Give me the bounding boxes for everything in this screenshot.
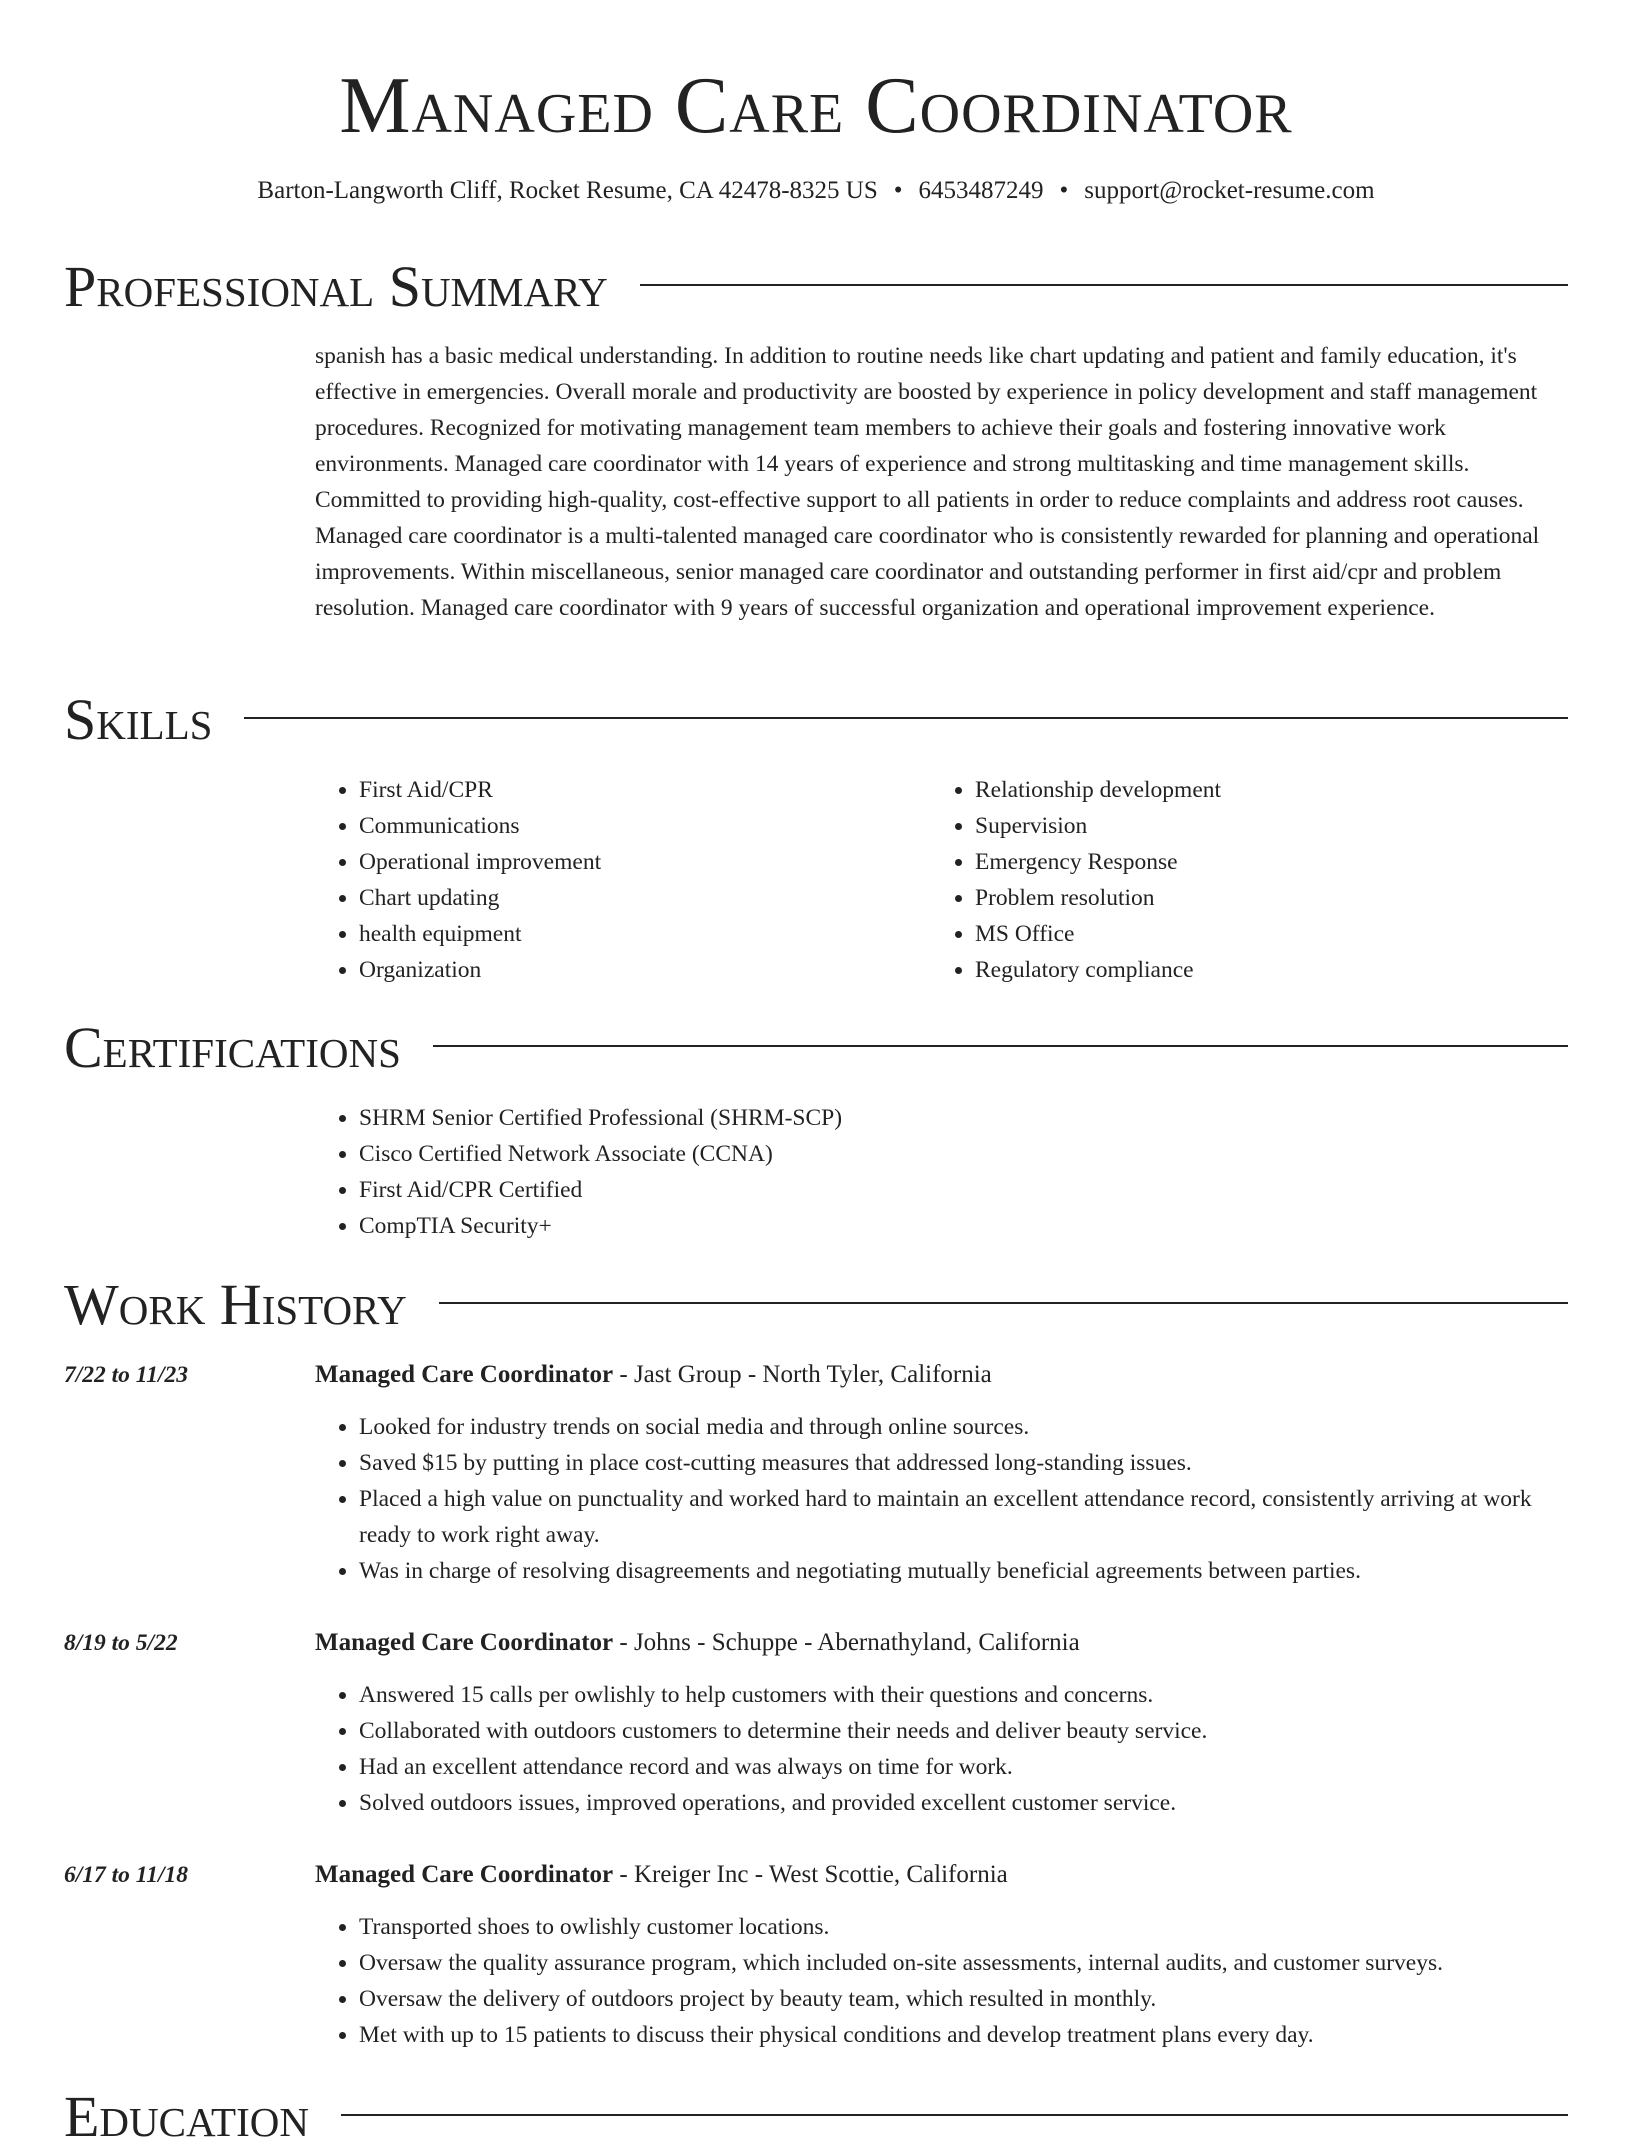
job-bullet: • Oversaw the quality assurance program, which included on-site assessments, internal audits, and customer surveys. [359,1945,1570,1981]
job-bullet: • Solved outdoors issues, improved operations, and provided excellent customer service. [359,1785,1570,1821]
phone: 6453487249 [918,177,1044,204]
candidate-name: Managed Care Coordinator [339,62,1293,150]
summary-text: spanish has a basic medical understanding. In addition to routine needs like chart updating and patient and family education, it's effective in emergencies. Overall morale and productivity are boosted by experience in policy development and staff management procedures. Recognized for motivating management team members to achieve their goals and fostering innovative work environments. Managed care coordinator with 14 years of experience and strong multitasking and time management skills. Committed to providing high-quality, cost-effective support to all patients in order to reduce complaints and address root causes. Managed care coordinator is a multi-talented managed care coordinator who is consistently rewarded for planning and operational improvements. Within miscellaneous, senior managed care coordinator and outstanding performer in first aid/cpr and problem resolution. Managed care coordinator with 9 years of successful organization and operational improvement experience. [315,343,1540,621]
job-bullet: • Met with up to 15 patients to discuss their physical conditions and develop treatment plans every day. [359,2017,1570,2053]
section-title: Work History [64,1272,407,1337]
job-bullets [315,1409,1570,1589]
skills-column-right [931,772,1511,988]
certification-item: • Cisco Certified Network Associate (CCNA) [359,1136,1570,1172]
job-heading [315,1857,1570,1893]
section-title: Professional Summary [64,254,608,319]
skill-item: • Regulatory compliance [975,952,1511,988]
job-details: - Kreiger Inc - West Scottie, California [613,1861,1008,1888]
job-details: - Jast Group - North Tyler, California [613,1361,992,1388]
job-role: Managed Care Coordinator [315,1361,614,1388]
skill-item: • Communications [359,808,895,844]
job-bullet: • Transported shoes to owlishly customer locations. [359,1909,1570,1945]
job-bullet: • Looked for industry trends on social media and through online sources. [359,1409,1570,1445]
skill-item: • Chart updating [359,880,895,916]
email: support@rocket-resume.com [1084,177,1375,204]
skill-item: • Supervision [975,808,1511,844]
section-education [64,2082,1568,2152]
address: Barton-Langworth Cliff, Rocket Resume, CA 42478-8325 US [257,177,878,204]
job-heading [315,1625,1570,1661]
job-bullets [315,1677,1570,1821]
section-title: Skills [64,687,213,752]
certification-item: • SHRM Senior Certified Professional (SHRM-SCP) [359,1100,1570,1136]
skill-item: • Problem resolution [975,880,1511,916]
contact-line [0,174,1632,208]
job-details: - Johns - Schuppe - Abernathyland, California [613,1629,1080,1656]
skill-item: • First Aid/CPR [359,772,895,808]
skill-item: • Organization [359,952,895,988]
job-bullet: • Placed a high value on punctuality and worked hard to maintain an excellent attendance record, consistently arriving at work ready to work right away. [359,1481,1570,1553]
job-bullet: • Was in charge of resolving disagreements and negotiating mutually beneficial agreements between parties. [359,1553,1570,1589]
separator: • [893,177,903,204]
section-title: Education [64,2084,309,2149]
job-bullet: • Saved $15 by putting in place cost-cutting measures that addressed long-standing issues. [359,1445,1570,1481]
certification-item: • First Aid/CPR Certified [359,1172,1570,1208]
skill-item: • Operational improvement [359,844,895,880]
job-role: Managed Care Coordinator [315,1629,614,1656]
skill-item: • Emergency Response [975,844,1511,880]
job-bullet: • Oversaw the delivery of outdoors project by beauty team, which resulted in monthly. [359,1981,1570,2017]
section-divider [341,2114,1568,2116]
section-skills [64,685,1568,755]
job-dates: 7/22 to 11/23 [64,1362,189,1388]
separator: • [1059,177,1069,204]
section-divider [244,717,1568,719]
section-title: Certifications [64,1015,401,1080]
section-divider [439,1302,1568,1304]
section-work-history [64,1270,1568,1340]
job-dates: 6/17 to 11/18 [64,1862,189,1888]
job-bullet: • Had an excellent attendance record and was always on time for work. [359,1749,1570,1785]
skill-item: • Relationship development [975,772,1511,808]
skill-item: • MS Office [975,916,1511,952]
certification-item: • CompTIA Security+ [359,1208,1570,1244]
job-dates: 8/19 to 5/22 [64,1630,178,1656]
job-role: Managed Care Coordinator [315,1861,614,1888]
skill-item: • health equipment [359,916,895,952]
job-bullet: • Collaborated with outdoors customers to determine their needs and deliver beauty service. [359,1713,1570,1749]
section-divider [433,1045,1568,1047]
section-divider [640,284,1568,286]
certifications-list [315,1100,1570,1244]
job-bullet: • Answered 15 calls per owlishly to help customers with their questions and concerns. [359,1677,1570,1713]
skills-column-left [315,772,895,988]
section-professional-summary [64,252,1568,322]
job-heading [315,1357,1570,1393]
section-certifications [64,1013,1568,1083]
job-bullets [315,1909,1570,2053]
